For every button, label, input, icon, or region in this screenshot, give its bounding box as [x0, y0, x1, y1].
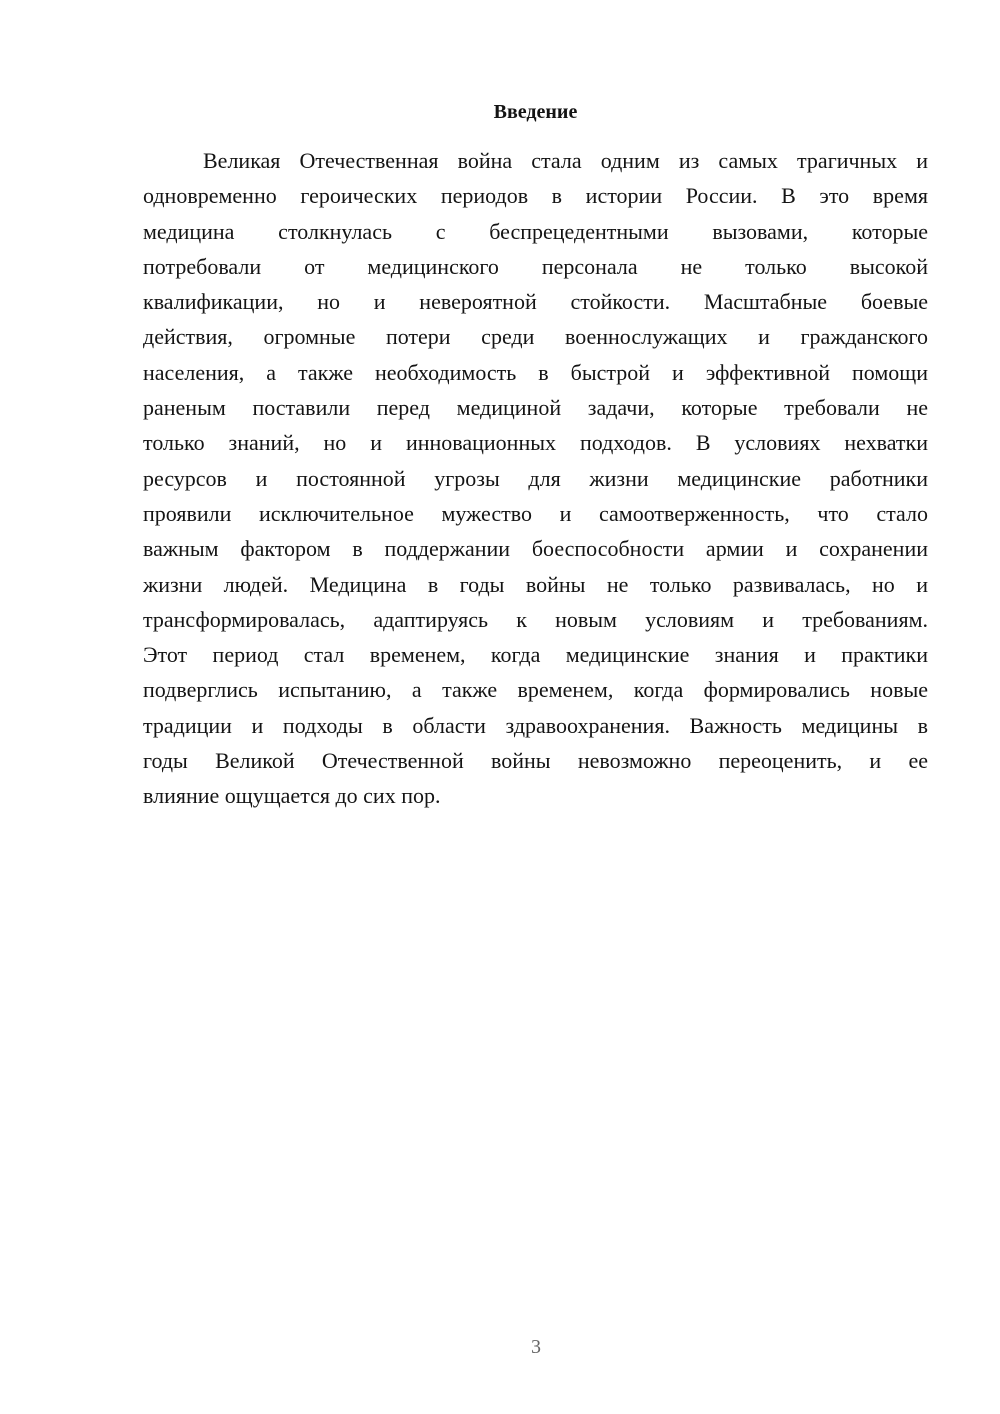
- paragraph-line: действия, огромные потери среди военнослужащих и гражданского: [143, 324, 928, 350]
- paragraph-line: раненым поставили перед медициной задачи, которые требовали не: [143, 395, 928, 421]
- paragraph-line: проявили исключительное мужество и самоотверженность, что стало: [143, 500, 928, 526]
- paragraph-line: только знаний, но и инновационных подходов. В условиях нехватки: [143, 430, 928, 456]
- paragraph-line: медицина столкнулась с беспрецедентными вызовами, которые: [143, 218, 928, 244]
- paragraph-line: подверглись испытанию, а также временем, когда формировались новые: [143, 677, 928, 703]
- paragraph-line: ресурсов и постоянной угрозы для жизни медицинские работники: [143, 465, 928, 491]
- paragraph-line: Великая Отечественная война стала одним из самых трагичных и: [203, 148, 928, 173]
- paragraph-line: важным фактором в поддержании боеспособности армии и сохранении: [143, 536, 928, 562]
- paragraph-line: годы Великой Отечественной войны невозможно переоценить, и ее: [143, 748, 928, 774]
- paragraph-line: жизни людей. Медицина в годы войны не только развивалась, но и: [143, 571, 928, 597]
- page-number: 3: [531, 1336, 541, 1358]
- paragraph-line: потребовали от медицинского персонала не только высокой: [143, 253, 928, 279]
- paragraph-line: влияние ощущается до сих пор.: [143, 783, 441, 809]
- paragraph-line: Этот период стал временем, когда медицинские знания и практики: [143, 642, 928, 668]
- paragraph-line: одновременно героических периодов в истории России. В это время: [143, 183, 928, 209]
- paragraph-line: населения, а также необходимость в быстрой и эффективной помощи: [143, 359, 928, 385]
- section-heading: Введение: [493, 101, 578, 123]
- paragraph-line: традиции и подходы в области здравоохранения. Важность медицины в: [143, 712, 928, 738]
- introduction-paragraph: [143, 143, 928, 814]
- paragraph-line: трансформировалась, адаптируясь к новым условиям и требованиям.: [143, 606, 928, 632]
- paragraph-line: квалификации, но и невероятной стойкости. Масштабные боевые: [143, 289, 928, 315]
